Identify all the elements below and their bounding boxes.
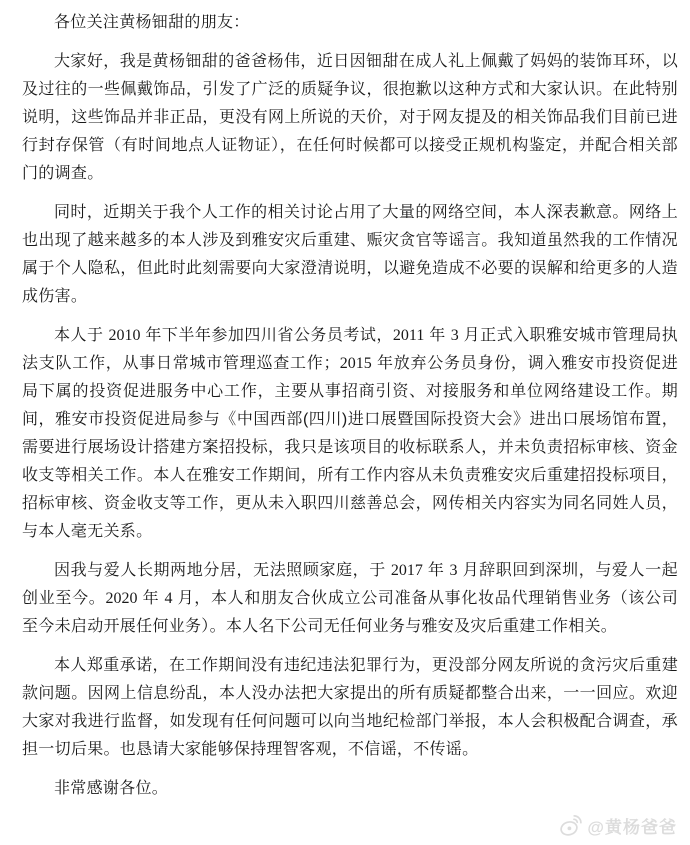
statement-paragraph-apology: 同时，近期关于我个人工作的相关讨论占用了大量的网络空间，本人深表歉意。网络上也出现了越来越多的本人涉及到雅安灾后重建、赈灾贪官等谣言。我知道虽然我的工作情况属于个人隐私，但此时此刻需要向大家澄清说明，以避免造成不必要的误解和给更多的人造成伤害。 — [22, 204, 678, 305]
statement-paragraph-resignation: 因我与爱人长期两地分居，无法照顾家庭，于 2017 年 3 月辞职回到深圳，与爱人一起创业至今。2020 年 4 月，本人和朋友合伙成立公司准备从事化妆品代理销售业务（该公司至今未启动开展任何业务）。本人名下公司无任何业务与雅安及灾后重建工作相关。 — [22, 562, 678, 635]
statement-paragraph-pledge: 本人郑重承诺，在工作期间没有违纪违法犯罪行为，更没部分网友所说的贪污灾后重建款问题。因网上信息纷乱，本人没办法把大家提出的所有质疑都整合出来，一一回应。欢迎大家对我进行监督，如发现有任何问题可以向当地纪检部门举报，本人会积极配合调查，承担一切后果。也恳请大家能够保持理智客观，不信谣，不传谣。 — [22, 657, 678, 758]
closing-line: 非常感谢各位。 — [54, 780, 169, 797]
weibo-watermark — [560, 813, 677, 838]
weibo-logo-icon — [560, 815, 584, 836]
salutation-line: 各位关注黄杨钿甜的朋友： — [54, 14, 250, 31]
statement-paragraph-jewelry: 大家好，我是黄杨钿甜的爸爸杨伟，近日因钿甜在成人礼上佩戴了妈妈的装饰耳环，以及过往的一些佩戴饰品，引发了广泛的质疑争议，很抱歉以这种方式和大家认识。在此特别说明，这些饰品并非正品，更没有网上所说的天价，对于网友提及的相关饰品我们目前已进行封存保管（有时间地点人证物证），在任何时候都可以接受正规机构鉴定，并配合相关部门的调查。 — [22, 53, 678, 182]
watermark-handle: @黄杨爸爸 — [587, 818, 677, 837]
statement-paragraph-career: 本人于 2010 年下半年参加四川省公务员考试，2011 年 3 月正式入职雅安城市管理局执法支队工作，从事日常城市管理巡查工作；2015 年放弃公务员身份，调入雅安市投资促进局下属的投资促进服务中心工作，主要从事招商引资、对接服务和单位网络建设工作。期间，雅安市投资促进局参与《中国西部(四川)进口展暨国际投资大会》进出口展场馆布置，需要进行展场设计搭建方案招投标，我只是该项目的收标联系人，并未负责招标审核、资金收支等相关工作。本人在雅安工作期间，所有工作内容从未负责雅安灾后重建招投标项目，招标审核、资金收支等工作，更从未入职四川慈善总会，网传相关内容实为同名同姓人员，与本人毫无关系。 — [22, 327, 678, 540]
